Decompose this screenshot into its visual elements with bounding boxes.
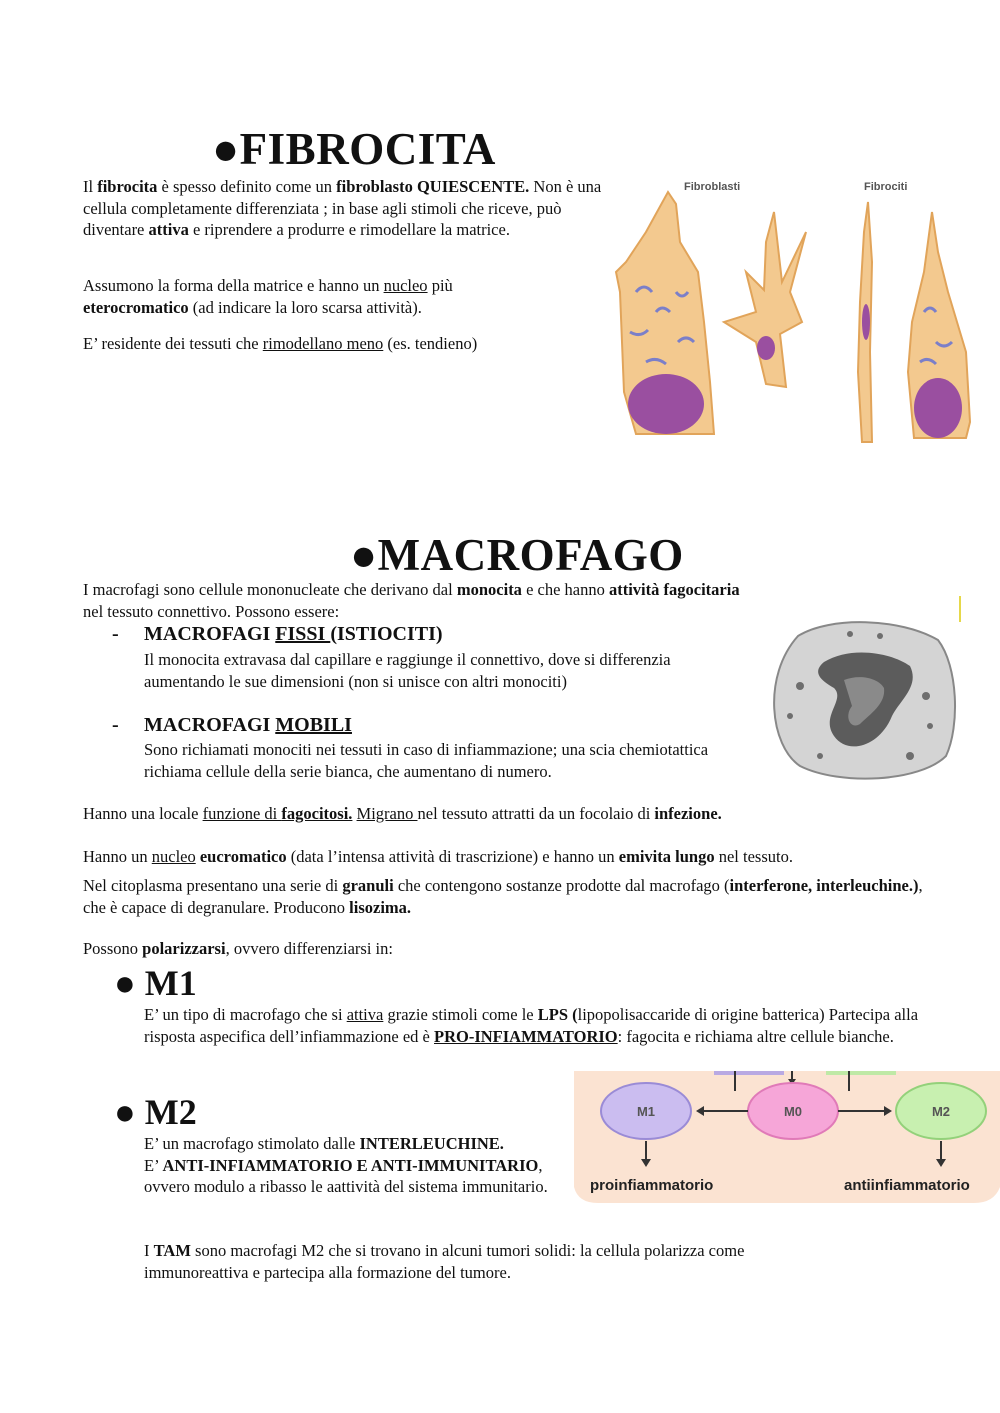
macrophage-micrograph bbox=[760, 596, 965, 786]
node-m0-label: M0 bbox=[783, 1104, 803, 1119]
heading-macrofagi-mobili: MACROFAGI MOBILI bbox=[144, 714, 352, 736]
macrofago-polarizzazione: Possono polarizzarsi, ovvero differenziarsi in: bbox=[83, 939, 393, 958]
list-dash-fissi: - bbox=[112, 623, 119, 645]
fibrocita-title: ●FIBROCITA bbox=[212, 124, 496, 174]
macrofagi-mobili-text: Sono richiamati monociti nei tessuti in caso di infiammazione; una scia chemiotattica richiama cellule della serie bianca, che aumentano di numero. bbox=[144, 740, 709, 781]
label-proinfiammatorio: proinfiammatorio bbox=[590, 1177, 714, 1194]
m2-text: E’ un macrofago stimolato dalle INTERLEUCHINE. E’ ANTI-INFIAMMATORIO E ANTI-IMMUNITARIO, ovvero modulo a ribasso le aattività del sistema immunitario. bbox=[144, 1134, 548, 1196]
fibrocita-paragraph-2: Assumono la forma della matrice e hanno un nucleo più eterocromatico (ad indicare la loro scarsa attività). bbox=[83, 276, 453, 317]
m1-heading: ● M1 bbox=[114, 963, 197, 1003]
macrofago-granuli: Nel citoplasma presentano una serie di granuli che contengono sostanze prodotte dal macrofago (interferone, interleuchine.), che è capace di degranulare. Producono lisozima. bbox=[83, 876, 923, 917]
polarization-diagram bbox=[574, 1071, 1000, 1205]
m2-heading: ● M2 bbox=[114, 1092, 197, 1132]
label-antiinfiammatorio: antiinfiammatorio bbox=[844, 1177, 970, 1194]
list-dash-mobili: - bbox=[112, 714, 119, 736]
fibrocita-paragraph-1: Il fibrocita è spesso definito come un fibroblasto QUIESCENTE. Non è una cellula completamente differenziata ; in base agli stimoli che riceve, può diventare attiva e riprendere a produrre e rimodellare la matrice. bbox=[83, 177, 602, 239]
macrofago-intro: I macrofagi sono cellule mononucleate che derivano dal monocita e che hanno attività fagocitaria nel tessuto connettivo. Possono essere: bbox=[83, 580, 740, 621]
heading-macrofagi-fissi: MACROFAGI FISSI (ISTIOCITI) bbox=[144, 623, 443, 645]
node-m2-label: M2 bbox=[931, 1104, 951, 1119]
node-m1-label: M1 bbox=[636, 1104, 656, 1119]
macrofagi-fissi-text: Il monocita extravasa dal capillare e raggiunge il connettivo, dove si differenzia aumentando le sue dimensioni (non si unisce con altri monociti) bbox=[144, 650, 671, 691]
figure-label-fibroblasti: Fibroblasti bbox=[684, 181, 741, 193]
figure-label-fibrociti: Fibrociti bbox=[864, 181, 908, 193]
macrofago-nucleo: Hanno un nucleo eucromatico (data l’intensa attività di trascrizione) e hanno un emivita lungo nel tessuto. bbox=[83, 847, 793, 866]
macrofago-funzione: Hanno una locale funzione di fagocitosi. Migrano nel tessuto attratti da un focolaio di infezione. bbox=[83, 804, 722, 823]
m1-text: E’ un tipo di macrofago che si attiva grazie stimoli come le LPS (lipopolisaccaride di origine batterica) Partecipa alla risposta aspecifica dell’infiammazione ed è PRO-INFIAMMATORIO: fagocita e richiama altre cellule bianche. bbox=[144, 1005, 919, 1046]
macrofago-title: ●MACROFAGO bbox=[350, 530, 684, 580]
tam-text: I TAM sono macrofagi M2 che si trovano in alcuni tumori solidi: la cellula polarizza come immunoreattiva e partecipa alla formazione del tumore. bbox=[144, 1241, 745, 1282]
fibrocita-paragraph-3: E’ residente dei tessuti che rimodellano meno (es. tendieno) bbox=[83, 334, 478, 353]
fibroblast-fibrocyte-illustration bbox=[606, 172, 984, 458]
